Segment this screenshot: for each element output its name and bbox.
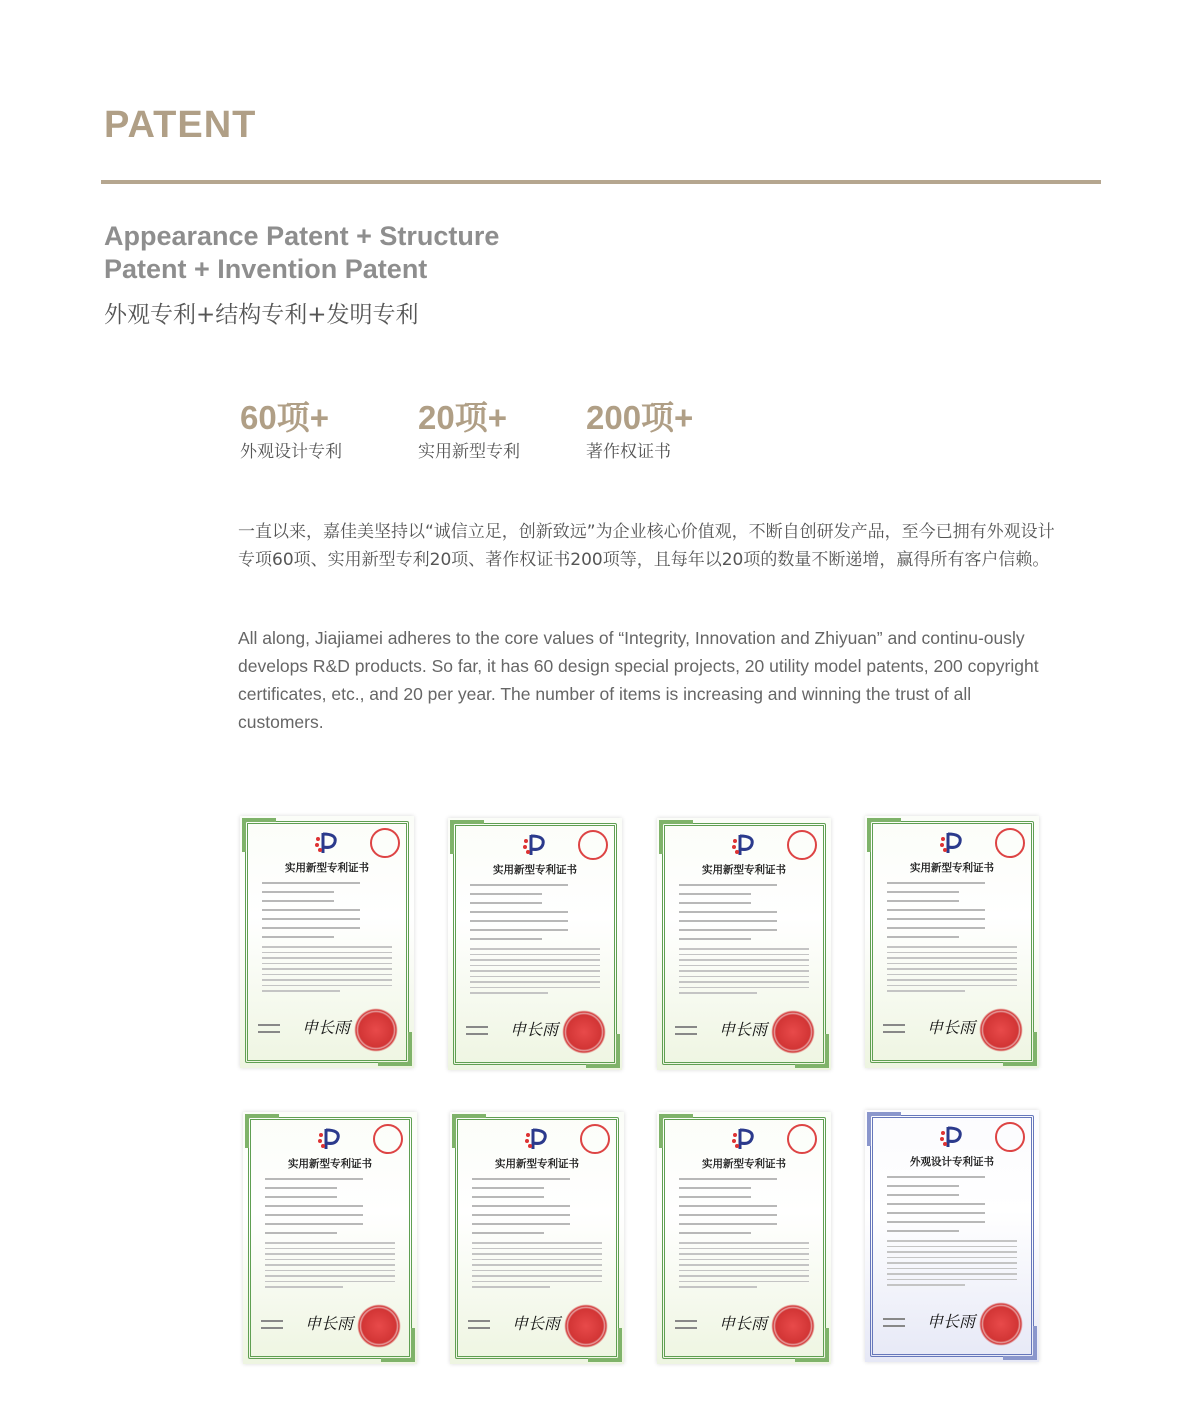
certificate-title: 实用新型专利证书 <box>285 862 369 874</box>
patent-certificate-image <box>448 818 622 1070</box>
stat-label: 外观设计专利 <box>240 442 342 462</box>
certificate-stamp-icon <box>580 1124 610 1154</box>
official-seal-icon <box>564 1304 608 1348</box>
certificate-director-label <box>675 1320 697 1334</box>
certificate-signature: 申长雨 <box>512 1314 561 1333</box>
patent-certificate-image <box>450 1112 624 1364</box>
patent-certificate-image <box>865 816 1039 1068</box>
certificate-text-lines <box>887 1176 1017 1290</box>
certificate-stamp-icon <box>995 1122 1025 1152</box>
certificate-text-lines <box>679 884 809 998</box>
certificate-gallery <box>238 800 1058 1400</box>
patent-office-logo-icon <box>523 1126 551 1152</box>
certificate-corner-ornament <box>659 820 693 854</box>
patent-certificate-image <box>657 1112 831 1364</box>
official-seal-icon <box>771 1010 815 1054</box>
certificate-signature: 申长雨 <box>719 1314 768 1333</box>
patent-office-logo-icon <box>316 1126 344 1152</box>
stat-value: 200项+ <box>586 399 694 436</box>
certificate-director-label <box>675 1026 697 1040</box>
patent-office-logo-icon <box>938 830 966 856</box>
certificate-title: 实用新型专利证书 <box>702 1158 786 1170</box>
stat-label: 著作权证书 <box>586 442 671 462</box>
patent-office-logo-icon <box>313 830 341 856</box>
certificate-corner-ornament <box>867 818 901 852</box>
certificate-stamp-icon <box>995 828 1025 858</box>
official-seal-icon <box>979 1008 1023 1052</box>
stat-copyright-certificates <box>586 396 693 464</box>
patent-certificate-image <box>865 1110 1039 1362</box>
description-english: All along, Jiajiamei adheres to the core values of “Integrity, Innovation and Zhiyuan” and continu-ously develops R&D products. So far, it has 60 design special projects, 20 utility model patents, 200 copyright certificates, etc., and 20 per year. The number of items is increasing and winning the trust of all customers. <box>238 628 1039 732</box>
stat-value: 60项+ <box>240 399 329 436</box>
certificate-director-label <box>258 1024 280 1038</box>
certificate-stamp-icon <box>787 830 817 860</box>
stat-value: 20项+ <box>418 399 507 436</box>
certificate-corner-ornament <box>450 820 484 854</box>
patent-certificate-image <box>657 818 831 1070</box>
certificate-stamp-icon <box>578 830 608 860</box>
certificate-corner-ornament <box>452 1114 486 1148</box>
certificate-title: 外观设计专利证书 <box>910 1156 994 1168</box>
certificate-text-lines <box>470 884 600 998</box>
certificate-title: 实用新型专利证书 <box>702 864 786 876</box>
certificate-signature: 申长雨 <box>305 1314 354 1333</box>
stat-design-patents <box>240 396 342 464</box>
patent-certificate-image <box>243 1112 417 1364</box>
certificate-text-lines <box>472 1178 602 1292</box>
certificate-text-lines <box>887 882 1017 996</box>
certificate-director-label <box>466 1026 488 1040</box>
certificate-text-lines <box>679 1178 809 1292</box>
subtitle-english: Appearance Patent + Structure Patent + Invention Patent <box>104 221 500 284</box>
stat-label: 实用新型专利 <box>418 442 520 462</box>
title-divider <box>101 180 1101 184</box>
certificate-signature: 申长雨 <box>719 1020 768 1039</box>
certificate-corner-ornament <box>242 818 276 852</box>
patent-office-logo-icon <box>938 1124 966 1150</box>
page-title: PATENT <box>104 104 257 146</box>
certificate-director-label <box>883 1318 905 1332</box>
certificate-title: 实用新型专利证书 <box>288 1158 372 1170</box>
certificate-director-label <box>883 1024 905 1038</box>
official-seal-icon <box>562 1010 606 1054</box>
certificate-corner-ornament <box>659 1114 693 1148</box>
certificate-corner-ornament <box>245 1114 279 1148</box>
certificate-signature: 申长雨 <box>927 1018 976 1037</box>
patent-certificate-image <box>240 816 414 1068</box>
subtitle-chinese: 外观专利+结构专利+发明专利 <box>104 302 419 328</box>
certificate-director-label <box>468 1320 490 1334</box>
official-seal-icon <box>771 1304 815 1348</box>
certificate-title: 实用新型专利证书 <box>495 1158 579 1170</box>
certificate-corner-ornament <box>867 1112 901 1146</box>
certificate-signature: 申长雨 <box>927 1312 976 1331</box>
certificate-stamp-icon <box>787 1124 817 1154</box>
certificate-title: 实用新型专利证书 <box>493 864 577 876</box>
patent-office-logo-icon <box>730 1126 758 1152</box>
certificate-signature: 申长雨 <box>510 1020 559 1039</box>
patent-office-logo-icon <box>521 832 549 858</box>
certificate-text-lines <box>262 882 392 996</box>
certificate-signature: 申长雨 <box>302 1018 351 1037</box>
certificate-stamp-icon <box>370 828 400 858</box>
certificate-title: 实用新型专利证书 <box>910 862 994 874</box>
description-chinese: 一直以来，嘉佳美坚持以“诚信立足，创新致远”为企业核心价值观，不断自创研发产品，至今已拥有外观设计专项60项、实用新型专利20项、著作权证书200项等，且每年以20项的数量不断递增，赢得所有客户信赖。 <box>238 522 1055 570</box>
certificate-stamp-icon <box>373 1124 403 1154</box>
certificate-text-lines <box>265 1178 395 1292</box>
patent-office-logo-icon <box>730 832 758 858</box>
official-seal-icon <box>979 1302 1023 1346</box>
certificate-director-label <box>261 1320 283 1334</box>
official-seal-icon <box>357 1304 401 1348</box>
stat-utility-patents <box>418 396 520 464</box>
official-seal-icon <box>354 1008 398 1052</box>
